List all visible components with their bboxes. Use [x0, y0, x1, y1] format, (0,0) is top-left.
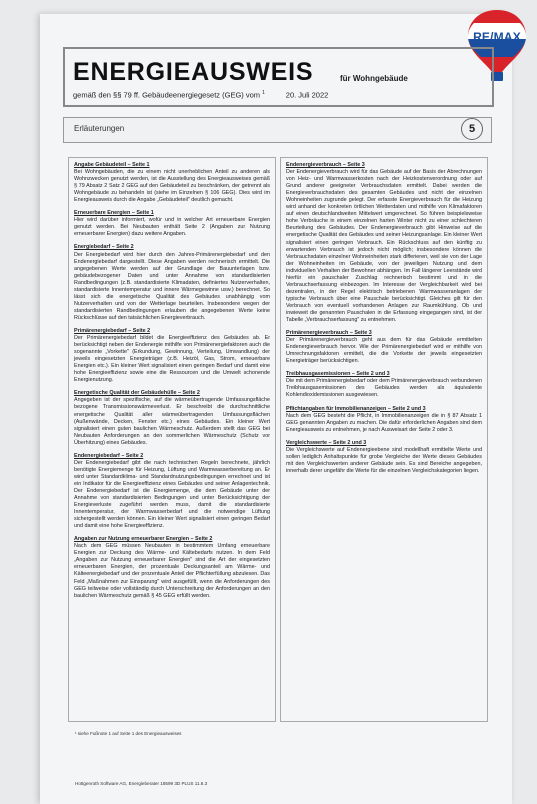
explanation-block: [74, 162, 270, 204]
explanation-text: Der Endenergieverbrauch wird für das Gebäude auf der Basis der Abrechnungen von Heiz- und Warmwasserkosten nach der Heizkostenverordnung oder auf Grund anderer geeigneter Verbrauchsdaten ermittelt. Dabei werden die Energieverbrauchsdaten des gesamten Gebäudes und nicht der einzelnen Wohneinheiten zugrunde gelegt. Der erfasste Energieverbrauch für die Heizung wird anhand der konkreten örtlichen Wetterdaten und mithilfe von Klimafaktoren auf einen deutschlandweiten Mittelwert umgerechnet. So führen beispielsweise hohe Verbräuche in einem einzelnen harten Winter nicht zu einer schlechteren Beurteilung des Gebäudes. Der Endenergieverbrauch gibt Hinweise auf die energetische Qualität des Gebäudes und seiner Heizungsanlage. Ein kleiner Wert signalisiert einen geringen Verbrauch. Ein Rückschluss auf den künftig zu erwartenden Verbrauch ist jedoch nicht möglich; insbesondere können die Verbrauchsdaten einzelner Wohneinheiten stark differieren, weil sie von der Lage der Wohneinheiten im Gebäude, von der jeweiligen Nutzung und dem individuellen Verhalten der Bewohner abhängen. Im Fall längerer Leerstände wird hierfür ein pauschaler Zuschlag rechnerisch bestimmt und in die Verbrauchserfassung einbezogen. Im Interesse der Vergleichbarkeit wird bei dezentralen, in der Regel elektrisch betriebenen Warmwasseranlagen der typische Verbrauch über eine Pauschale berücksichtigt. Gleiches gilt für den Verbrauch von eventuell vorhandenen Anlagen zur Raumkühlung. Ob und inwieweit die genannten Pauschalen in die Erfassung eingegangen sind, ist der Tabelle „Verbrauchserfassung" zu entnehmen.: [286, 169, 482, 324]
explanation-heading: Angaben zur Nutzung erneuerbarer Energien – Seite 2: [74, 536, 213, 543]
explanation-text: Nach dem GEG besteht die Pflicht, in Immobilienanzeigen die in § 87 Absatz 1 GEG genannten Angaben zu machen. Die dafür erforderlichen Angaben sind dem Energieausweis zu entnehmen, je nach Ausweisart der Seite 2 oder 3.: [286, 412, 482, 433]
section-bar: [63, 117, 492, 143]
explanation-text: Der Primärenergiebedarf bildet die Energieeffizienz des Gebäudes ab. Er berücksichtigt neben der Endenergie mithilfe von Primärenergiefaktoren auch die sogenannte „Vorkette" (Erkundung, Gewinnung, Verteilung, Umwandlung) der jeweils eingesetzten Energieträger (z.B. Heizöl, Gas, Strom, erneuerbare Energien etc.). Ein kleiner Wert signalisiert einen geringen Bedarf und damit eine hohe Energieeffizienz sowie eine die Ressourcen und die Umwelt schonende Energienutzung.: [74, 335, 270, 384]
footnote-mark: 1: [262, 90, 265, 96]
explanation-block: [74, 453, 270, 531]
explanation-heading: Energetische Qualität der Gebäudehülle – Seite 2: [74, 390, 200, 397]
explanation-block: [286, 330, 482, 365]
right-column: [280, 157, 488, 722]
page-number-badge: 5: [461, 118, 483, 140]
legal-date: 20. Juli 2022: [285, 90, 329, 100]
explanation-block: [286, 371, 482, 399]
explanation-text: Angegeben ist der spezifische, auf die wärmeübertragende Umfassungsfläche bezogene Transmissionswärmeverlust. Er beschreibt die durchschnittliche energetische Qualität aller wärmeübertragenden Umfassungsflächen (Außenwände, Decken, Fenster etc.) eines Gebäudes. Ein kleiner Wert signalisiert einen guten baulichen Wärmeschutz. Außerdem stellt das GEG bei Neubauten Anforderungen an den sommerlichen Wärmeschutz (Schutz vor Überhitzung) eines Gebäudes.: [74, 397, 270, 446]
explanation-heading: Energiebedarf – Seite 2: [74, 244, 134, 251]
explanation-heading: Endenergiebedarf – Seite 2: [74, 452, 144, 459]
explanation-text: Der Endenergiebedarf gibt die nach technischen Regeln berechnete, jährlich benötigte Energiemenge für Heizung, Lüftung und Warmwasserbereitung an. Er wird unter Standardklima- und Standardnutzungsbedingungen errechnet und ist ein Indikator für die Energieeffizienz eines Gebäudes und seiner Anlagentechnik. Der Endenergiebedarf ist die Energiemenge, die dem Gebäude unter der Annahme von standardisierten Bedingungen und unter Berücksichtigung der Energieverluste zugeführt werden muss, damit die standardisierte Innentemperatur, der Warmwasserbedarf und die notwendige Lüftung sichergestellt werden können. Ein kleiner Wert signalisiert einen geringen Bedarf und damit eine hohe Energieeffizienz.: [74, 459, 270, 530]
explanation-heading: Primärenergiebedarf – Seite 2: [74, 327, 151, 334]
explanation-text: Der Energiebedarf wird hier durch den Jahres-Primärenergiebedarf und den Endenergiebedarf dargestellt. Diese Angaben werden rechnerisch ermittelt. Die angegebenen Werte werden auf der Grundlage der Bauunterlagen bzw. gebäudebezogener Daten und unter Annahme von standardisierten Randbedingungen (z.B. standardisierte Klimadaten, definiertes Nutzerverhalten, standardisierte Innentemperatur und innere Wärmegewinne usw.) berechnet. So lässt sich die energetische Qualität des Gebäudes unabhängig vom Nutzerverhalten und von der Wetterlage beurteilen. Insbesondere wegen der standardisierten Randbedingungen erlauben die angegebenen Werte keine Rückschlüsse auf den tatsächlichen Energieverbrauch.: [74, 251, 270, 321]
building-type-label: für Wohngebäude: [340, 74, 408, 83]
left-column: [68, 157, 276, 722]
document-title: ENERGIEAUSWEIS: [73, 58, 314, 86]
explanation-block: [286, 440, 482, 475]
explanation-block: [286, 406, 482, 434]
software-footer: Hottgenroth Software AG, Energieberater 18599 3D PLUS 11.6.3: [75, 781, 208, 786]
explanation-block: [74, 210, 270, 238]
explanation-text: Die mit dem Primärenergiebedarf oder dem Primärenergieverbrauch verbundenen Treibhausgasemissionen des Gebäudes werden als äquivalente Kohlendioxidemissionen ausgewiesen.: [286, 378, 482, 399]
explanation-text: Hier wird darüber informiert, wofür und in welcher Art erneuerbare Energien genutzt werden. Bei Neubauten enthält Seite 2 (Angaben zur Nutzung erneuerbarer Energien) dazu weitere Angaben.: [74, 217, 270, 238]
explanation-heading: Erneuerbare Energien – Seite 1: [74, 210, 154, 217]
explanation-block: [74, 244, 270, 322]
explanation-heading: Pflichtangaben für Immobilienanzeigen – Seite 2 und 3: [286, 405, 426, 412]
explanation-text: Der Primärenergieverbrauch geht aus dem für das Gebäude ermittelten Endenergieverbrauch hervor. Wie der Primärenergiebedarf wird er mithilfe von Umrechnungsfaktoren ermittelt, die die Vorkette der jeweils eingesetzten Energieträger berücksichtigen.: [286, 337, 482, 365]
explanation-text: Nach dem GEG müssen Neubauten in bestimmtem Umfang erneuerbare Energien zur Deckung des Wärme- und Kältebedarfs nutzen. In dem Feld „Angaben zur Nutzung erneuerbarer Energien" sind die Art der eingesetzten erneuerbaren Energien, der prozentuale Deckungsanteil am Wärme- und Kälteenergiebedarf und der prozentuale Anteil der Pflichterfüllung abzulesen. Das Feld „Maßnahmen zur Einsparung" wird ausgefüllt, wenn die Anforderungen des GEG teilweise oder vollständig durch Unterschreitung der Anforderungen an den baulichen Wärmeschutz gemäß § 45 GEG erfüllt werden.: [74, 543, 270, 599]
explanation-heading: Treibhausgasemissionen – Seite 2 und 3: [286, 371, 390, 378]
footnote: ¹ siehe Fußnote 1 auf Seite 1 des Energieausweises: [75, 731, 182, 736]
explanation-heading: Angabe Gebäudeteil – Seite 1: [74, 162, 150, 168]
explanation-heading: Primärenergieverbrauch – Seite 3: [286, 330, 372, 337]
explanation-text: Bei Wohngebäuden, die zu einem nicht unerheblichen Anteil zu anderen als Wohnzwecken genutzt werden, ist die Ausstellung des Energieausweises gemäß § 79 Absatz 2 Satz 2 GEG auf den Gebäudeteil zu beschränken, der getrennt als Wohngebäude zu behandeln ist (siehe im Einzelnen § 106 GEG). Dies wird im Energieausweis durch die Angabe „Gebäudeteil" deutlich gemacht.: [74, 169, 270, 204]
explanation-text: Die Vergleichswerte auf Endenergieebene sind modellhaft ermittelte Werte und sollen lediglich Anhaltspunkte für grobe Vergleiche der Werte dieses Gebäudes mit den Vergleichswerten anderer Gebäude sein. Es sind Bereiche angegeben, innerhalb derer ungefähr die Werte für die einzelnen Vergleichskategorien liegen.: [286, 446, 482, 474]
explanation-block: [74, 390, 270, 446]
explanation-block: [74, 536, 270, 599]
explanation-heading: Vergleichswerte – Seite 2 und 3: [286, 439, 367, 446]
explanation-block: [74, 328, 270, 384]
explanation-block: [286, 162, 482, 324]
legal-basis: [73, 90, 328, 100]
legal-basis-text: gemäß den §§ 79 ff. Gebäudeenergiegesetz (GEG) vom: [73, 90, 261, 100]
logo-text: RE/MAX: [473, 30, 521, 44]
explanation-heading: Endenergieverbrauch – Seite 3: [286, 162, 365, 168]
section-title: Erläuterungen: [74, 124, 125, 133]
